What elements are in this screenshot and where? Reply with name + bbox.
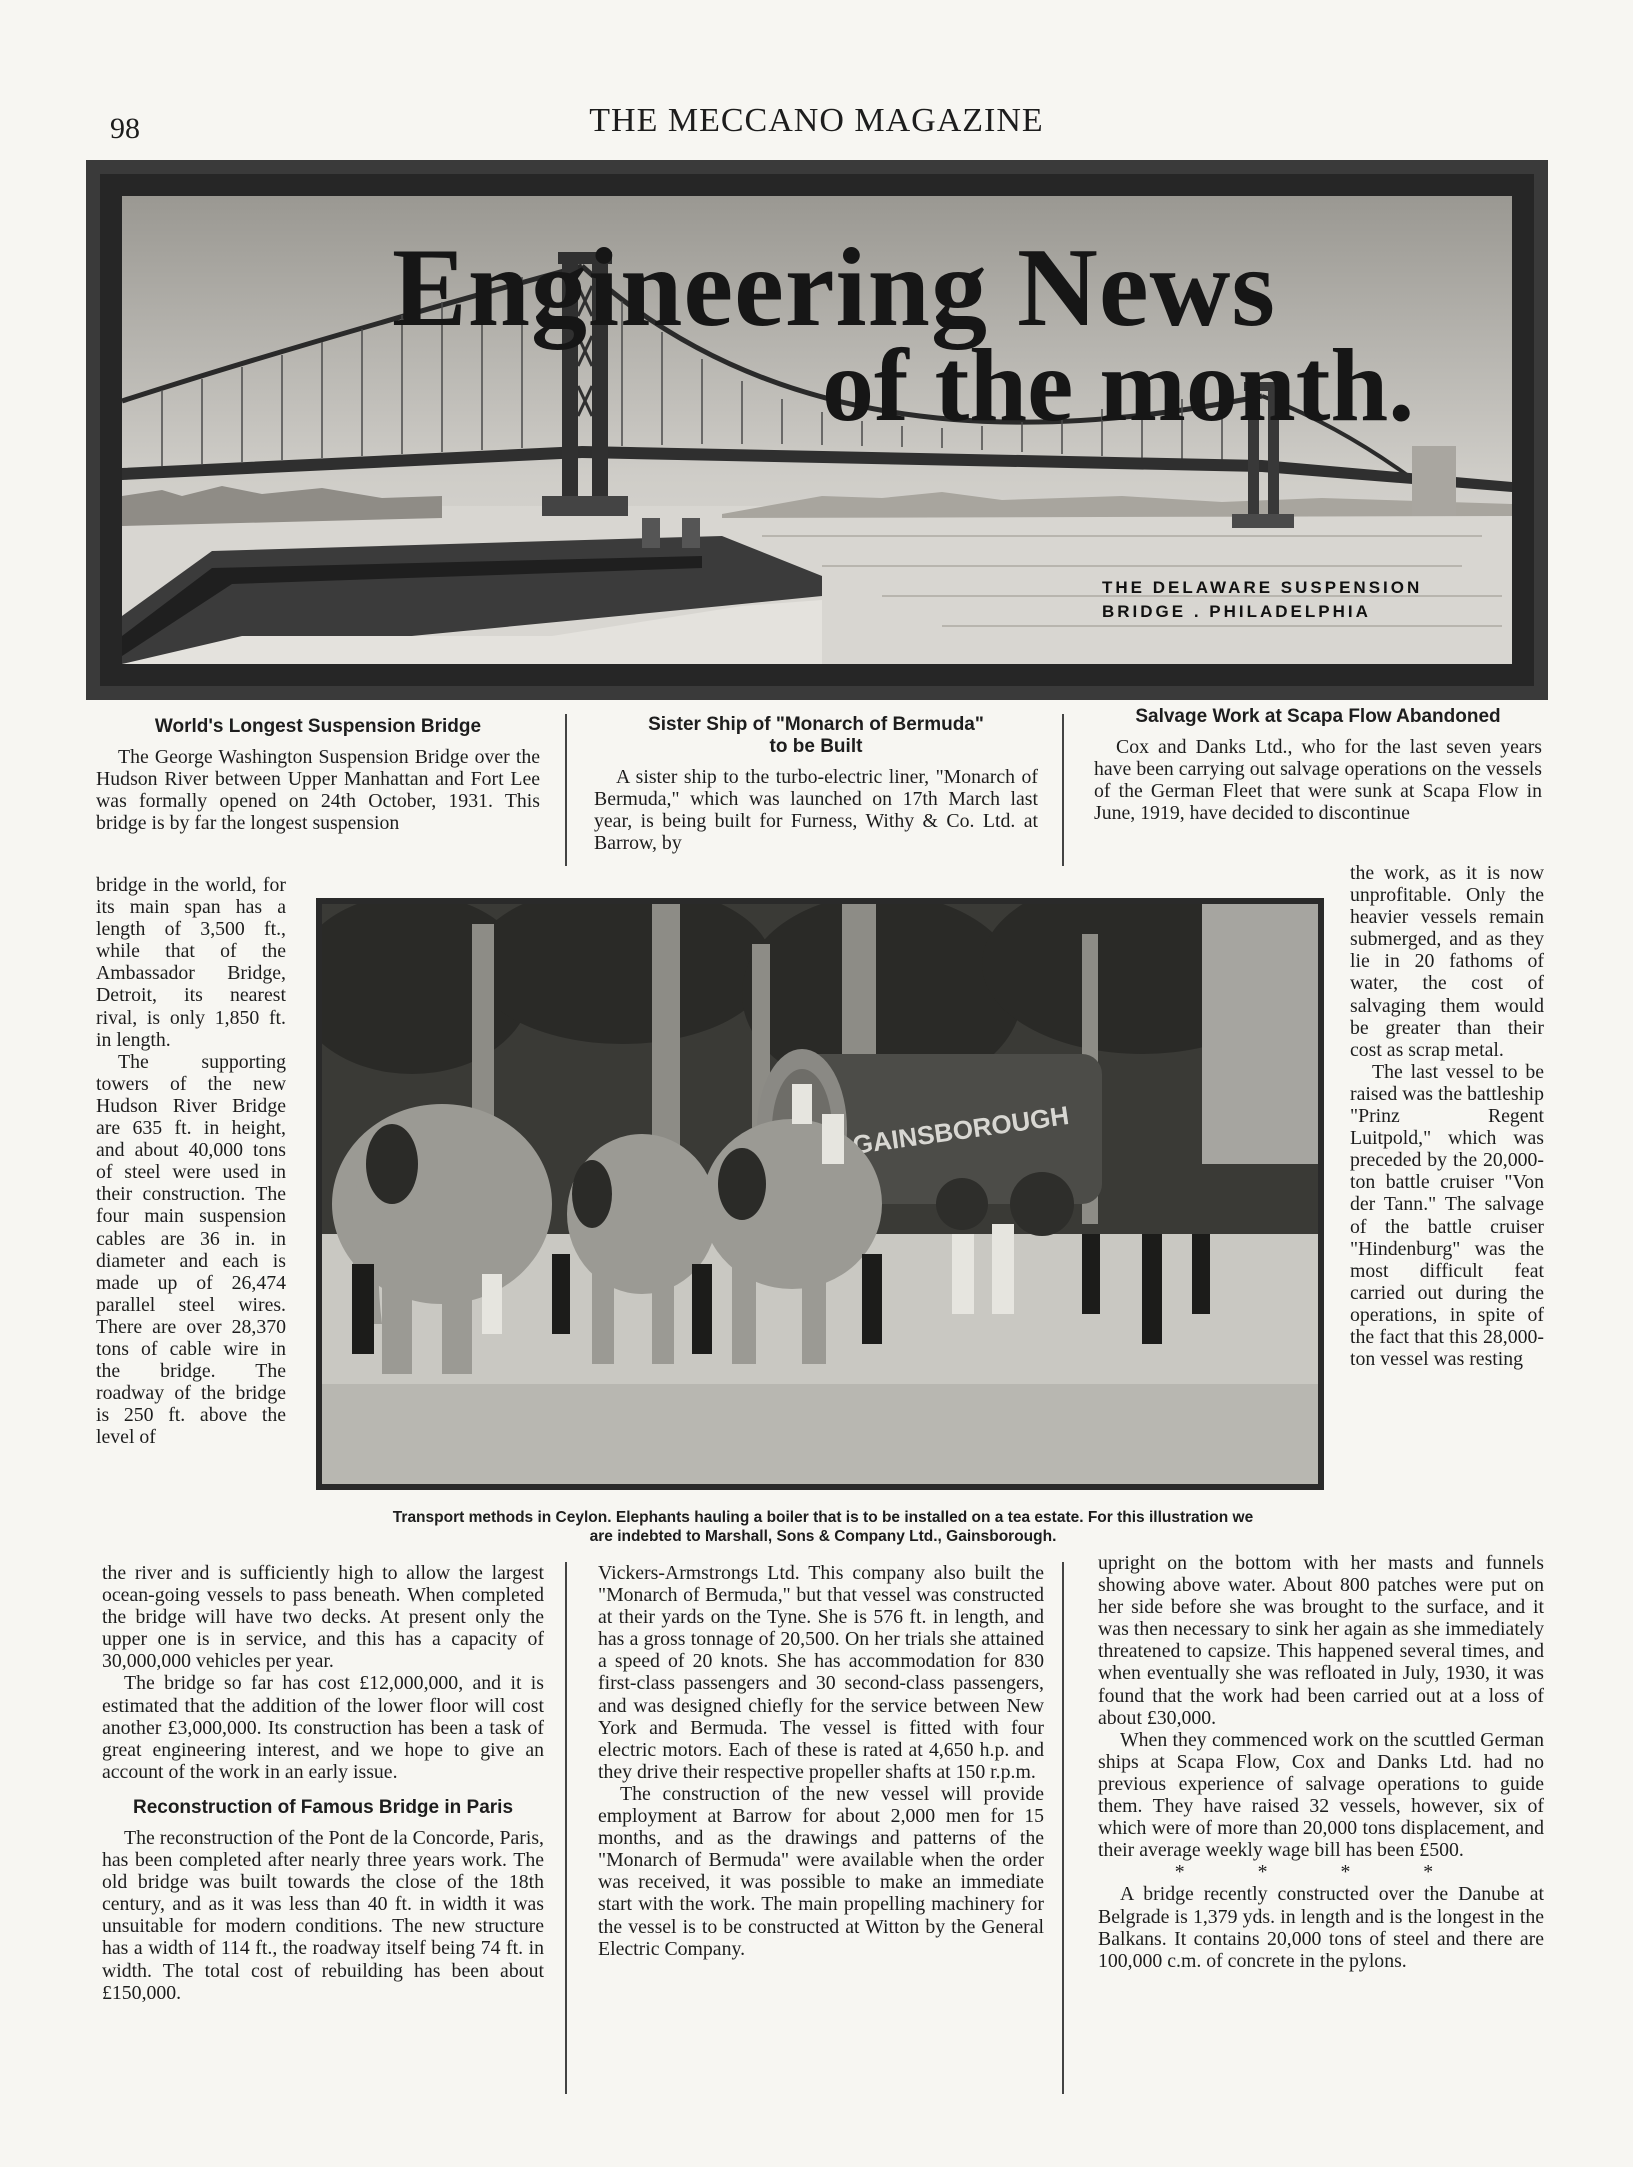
paragraph: Vickers-Armstrongs Ltd. This company also built the "Monarch of Bermuda," but that vessel was constructed at their yards on the Tyne. She is 576 ft. in length, and has a gross tonnage of 20,500. On her trials she attained a speed of 20 knots. She has accommodation for 830 first-class passengers and 30 second-class passengers, and was designed chiefly for the service between New York and Bermuda. The vessel is fitted with four electric motors. Each of these is rated at 4,650 h.p. and they drive their respective propeller shafts at 150 r.p.m.	[598, 1562, 1044, 1783]
headline-paris-bridge: Reconstruction of Famous Bridge in Paris	[132, 1796, 514, 1818]
boiler-lettering: GAINSBOROUGH	[850, 1100, 1071, 1161]
paragraph: The bridge so far has cost £12,000,000, and it is estimated that the addition of the lower floor will cost another £3,000,000. Its construction has been a task of great engineering interest, and we hope to give an account of the work in an early issue.	[102, 1672, 544, 1783]
article-suspension-bridge-top	[96, 716, 540, 834]
photo-caption-line1: Transport methods in Ceylon. Elephants hauling a boiler that is to be installed on a tea estate. For this illustration we	[392, 1509, 1254, 1526]
paragraph: the work, as it is now unprofitable. Only the heavier vessels remain submerged, and as they lie in 20 fathoms of water, the cost of salvaging them would be greater than their cost as scrap metal.	[1350, 862, 1544, 1061]
article-scapa-narrow	[1350, 862, 1544, 1370]
column-rule-top-2	[1062, 714, 1064, 866]
paragraph: The last vessel to be raised was the battleship "Prinz Regent Luitpold," which was preceded by the 20,000-ton battle cruiser "Von der Tann." The salvage of the battle cruiser "Hindenburg" was the most difficult feat carried out during the operations, in spite of the fact that this 28,000-ton vessel was resting	[1350, 1060, 1544, 1371]
paragraph: the river and is sufficiently high to allow the largest ocean-going vessels to pass beneath. When completed the bridge will have two decks. At present only the upper one is in service, and this has a capacity of 30,000,000 vehicles per year.	[102, 1562, 544, 1673]
paragraph: A bridge recently constructed over the Danube at Belgrade is 1,379 yds. in length and is the longest in the Balkans. It contains 20,000 tons of steel and there are 100,000 c.m. of concrete in the pylons.	[1098, 1883, 1544, 1972]
paragraph: The construction of the new vessel will provide employment at Barrow for about 2,000 men for 15 months, and as the drawings and patterns of the "Monarch of Bermuda" were available when the order was received, it was possible to make an immediate start with the work. The main propelling machinery for the vessel is to be constructed at Witton by the General Electric Company.	[598, 1782, 1044, 1960]
photo-caption	[316, 1508, 1330, 1546]
paragraph: The reconstruction of the Pont de la Concorde, Paris, has been completed after nearly three years work. The old bridge was built towards the close of the 18th century, and as it was less than 40 ft. in width it was unsuitable for modern conditions. The new structure has a width of 114 ft., the roadway itself being 74 ft. in width. The total cost of rebuilding has been about £150,000.	[102, 1826, 544, 2004]
headline-suspension-bridge: World's Longest Suspension Bridge	[154, 716, 482, 737]
article-monarch-top	[594, 714, 1038, 854]
paragraph: The George Washington Suspension Bridge over the Hudson River between Upper Manhattan and Fort Lee was formally opened on 24th October, 1931. This bridge is by far the longest suspension	[96, 746, 540, 835]
paragraph: Cox and Danks Ltd., who for the last seven years have been carrying out salvage operations on the vessels of the German Fleet that were sunk at Scapa Flow in June, 1919, have decided to discontinue	[1094, 736, 1542, 825]
paragraph: The supporting towers of the new Hudson River Bridge are 635 ft. in height, and about 40,000 tons of steel were used in their construction. The four main suspension cables are 36 in. in diameter and each is made up of 26,474 parallel steel wires. There are over 28,370 tons of cable wire in the bridge. The roadway of the bridge is 250 ft. above the level of	[96, 1050, 286, 1449]
column-rule-bottom-2	[1062, 1562, 1064, 2094]
photo-caption-line2: are indebted to Marshall, Sons & Company Ltd., Gainsborough.	[589, 1528, 1057, 1545]
bridge-caption-line1: THE DELAWARE SUSPENSION	[1102, 578, 1423, 597]
header-banner	[86, 160, 1548, 700]
headline-scapa-flow: Salvage Work at Scapa Flow Abandoned	[1135, 706, 1501, 727]
separator-stars: * * * *	[1174, 1861, 1468, 1884]
page-number: 98	[110, 112, 140, 145]
paragraph: When they commenced work on the scuttled German ships at Scapa Flow, Cox and Danks Ltd. had no previous experience of salvage operations to guide them. They have raised 32 vessels, however, six of which were of more than 20,000 tons displacement, and their average weekly wage bill has been £500.	[1098, 1728, 1544, 1862]
article-suspension-bridge-narrow	[96, 874, 286, 1448]
column-rule-bottom-1	[565, 1562, 567, 2094]
headline-monarch-line1: Sister Ship of "Monarch of Bermuda"	[648, 714, 984, 735]
article-scapa-top	[1094, 706, 1542, 824]
banner-title-line1: Engineering News	[392, 226, 1276, 350]
article-suspension-bridge-bottom	[102, 1562, 544, 2004]
column-rule-top-1	[565, 714, 567, 866]
elephants-hauling-boiler-image	[322, 904, 1318, 1484]
bridge-caption	[1102, 576, 1422, 624]
running-title: THE MECCANO MAGAZINE	[589, 102, 1044, 139]
article-monarch-bottom	[598, 1562, 1044, 1960]
paragraph: upright on the bottom with her masts and funnels showing above water. About 800 patches were put on her side before she was brought to the surface, and it was then necessary to sink her again as she immediately threatened to capsize. This happened several times, and when eventually she was refloated in July, 1930, it was found that the work had been carried out at a loss of about £30,000.	[1098, 1552, 1544, 1729]
paragraph: bridge in the world, for its main span has a length of 3,500 ft., while that of the Ambassador Bridge, Detroit, its nearest rival, is only 1,850 ft. in length.	[96, 874, 286, 1051]
elephants-photo	[316, 898, 1324, 1490]
article-scapa-bottom	[1098, 1552, 1544, 1972]
headline-monarch	[594, 714, 1038, 758]
banner-title-line2: of the month.	[822, 328, 1415, 443]
bridge-caption-line2: BRIDGE . PHILADELPHIA	[1102, 602, 1371, 621]
paragraph: A sister ship to the turbo-electric liner, "Monarch of Bermuda," which was launched on 17th March last year, is being built for Furness, Withy & Co. Ltd. at Barrow, by	[594, 766, 1038, 855]
headline-monarch-line2: to be Built	[769, 736, 863, 757]
